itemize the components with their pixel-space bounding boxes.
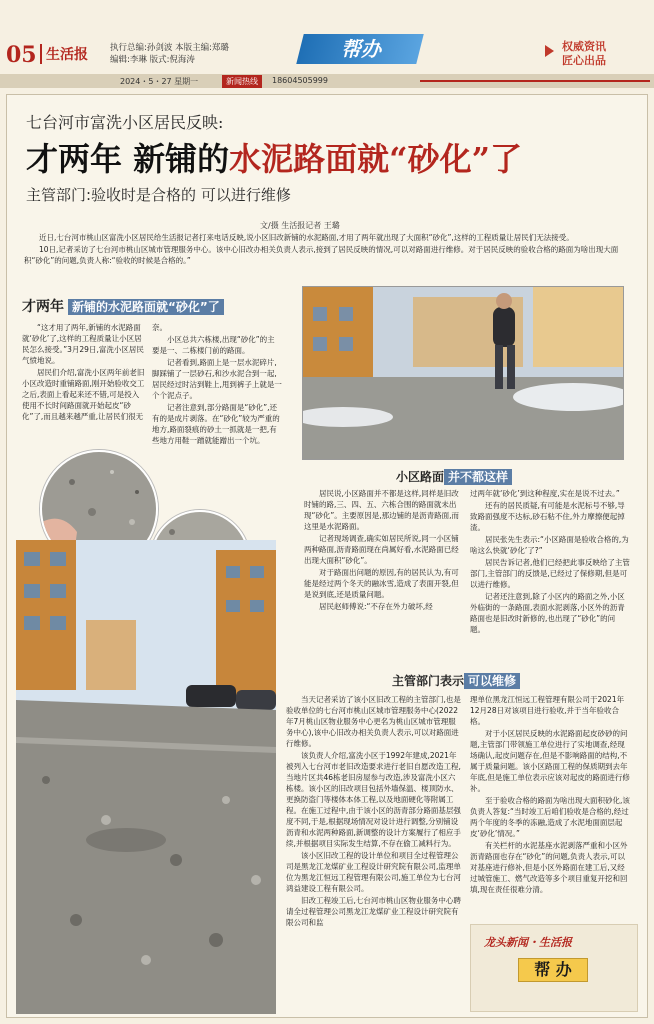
column-6	[470, 694, 632, 896]
paragraph: 旧改工程竣工后,七台河市桃山区物业服务中心聘请全过程管理公司黑龙江龙煤矿业工程设计研究院有限公司和监	[286, 896, 461, 927]
section-heading-2	[396, 468, 512, 485]
section-1-highlight: 新铺的水泥路面就“砂化”了	[68, 299, 224, 315]
column-4	[470, 488, 630, 636]
section-1-kicker: 才两年	[22, 299, 64, 315]
headline	[26, 134, 522, 180]
section-heading-3	[392, 672, 520, 689]
headline-red: 水泥路面就“砂化”了	[229, 140, 522, 178]
editors-line-1: 执行总编:孙剑波 本版主编:郑璐	[110, 43, 229, 53]
paragraph: 当天记者采访了该小区旧改工程的主管部门,也是验收单位的七台河市桃山区城市管理服务中心(2022年7月桃山区物业服务中心更名为桃山区城市管理服务中心),该中心旧改办相关负责人表示,可以对路面进行维修。	[286, 695, 461, 748]
paragraph: 记者现场调查,确实如居民所说,同一小区铺两种路面,沥青路面现在尚属好看,水泥路面已经出现大面积“砂化”。	[304, 534, 459, 565]
slogan	[562, 40, 606, 68]
paragraph: 小区总共六栋楼,出现“砂化”的主要是一、二栋楼门前的路面。	[152, 335, 275, 355]
byline: 文/摄 生活报记者 王璐	[260, 221, 340, 230]
lead-paragraph: 近日,七台河市桃山区富洗小区居民给生活报记者打来电话反映,说小区旧改新铺的水泥路面,才用了两年就出现了大面积“砂化”,这样的工程质量让居民们无法接受。	[39, 233, 574, 242]
paragraph: 记者还注意到,除了小区内的路面之外,小区外临街的一条路面,表面水泥剥落,小区外的沥青路面也是旧改时新修的,也出现了“砂化”的问题。	[470, 592, 625, 634]
arrow-right-icon	[545, 45, 554, 57]
lead-paragraphs	[24, 232, 632, 267]
page-number: 05	[6, 42, 37, 68]
section-2-kicker: 小区路面	[396, 470, 445, 484]
photo-road-image	[16, 540, 276, 1014]
header-rule	[420, 80, 650, 82]
paragraph: 记者注意到,部分路面是“砂化”,还有的是成片剥落。在“砂化”较为严重的地方,路面裂痕的砂土一抓就是一把,有些地方用鞋一蹭就能蹭出一个坑。	[152, 403, 280, 445]
paragraph: 居民张先生表示:“小区路面是验收合格的,为啥这么快就‘砂化’了?”	[470, 535, 629, 555]
subhead: 主管部门:验收时是合格的 可以进行维修	[26, 186, 291, 204]
slogan-line-1: 权威资讯	[562, 40, 606, 53]
footer-logo-title: 龙头新闻・生活报	[484, 936, 572, 949]
section-2-highlight: 并不都这样	[444, 469, 512, 485]
section-name: 帮办	[341, 37, 381, 61]
paragraph: 有关栏杆的水泥基座水泥剥落严重和小区外沥青路面也存在“砂化”的问题,负责人表示,可以对基座进行修补,但是小区外路面在建工后,又经过城管施工、燃气改造等多个项目重复开挖和回填,现在责任很难分清。	[470, 841, 628, 894]
photo-resident-image	[303, 287, 624, 460]
section-heading-1	[22, 296, 302, 316]
issue-date: 2024・5・27 星期一	[120, 77, 199, 86]
paragraph: 还有的居民质疑,有可能是水泥标号不够,导致路面强度不达标,砂石粘不住,外力摩擦便起掉渣。	[470, 501, 625, 532]
column-2	[152, 322, 282, 447]
paragraph: 该小区旧改工程的设计单位和项目全过程管理公司是黑龙江龙煤矿业工程设计研究院有限公司,监理单位为黑龙江恒远工程管理有限公司,施工单位为七台河鸿益建设工程有限公司。	[286, 851, 461, 893]
paragraph: 居民赵师傅说:“不存在外力破坏,经	[319, 602, 433, 611]
paragraph: 理单位黑龙江恒远工程管理有限公司于2021年12月28日对该项目进行验收,并于当年验收合格。	[470, 695, 625, 726]
column-5	[286, 694, 462, 929]
column-1	[22, 322, 146, 423]
photo-damaged-road	[16, 540, 276, 1014]
paragraph: 对于小区居民反映的水泥路面起皮砂砂的问题,主管部门带领施工单位进行了实地调查,经现场确认,起皮问题存在,但是不影响路面的结构,不属于质量问题。该小区路面工程的保质期到去年年底,但是施工单位表示应该对起皮的路面进行修补。	[470, 729, 630, 793]
article-kicker: 七台河市富洗小区居民反映:	[26, 113, 224, 132]
photo-resident-on-road	[302, 286, 624, 460]
slogan-line-2: 匠心出品	[562, 54, 606, 67]
editors-credit	[110, 42, 229, 66]
paragraph: 至于验收合格的路面为啥出现大面积砂化,该负责人答复:“当时竣工后咱们验收是合格的,经过两个年度的冬季的冻融,造成了水泥地面面层起皮‘砂化’情况。”	[470, 796, 630, 838]
hotline-label: 新闻热线	[222, 75, 262, 88]
paragraph: 该负责人介绍,富洗小区于1992年建成,2021年被列入七台河市老旧改造要求进行老旧自愿改造工程,当地片区共46栋老旧房屋参与改造,涉及富洗小区六栋楼。该小区的旧改项目包括外墙保温、楼顶防水、更换防盗门等楼体本体工程,以及地面硬化等附属工程。在施工过程中,由于该小区的沥青部分路面基层强度不同,于是,根据现场情况对设计进行调整,分别铺设沥青和水泥两种路面,新调整的设计方案履行了相应手续,并根据项目实际发生结算,不存在偷工减料行为。	[286, 751, 461, 848]
paragraph: 居民告诉记者,他们已经把此事反映给了主管部门,主管部门的反馈是,已经过了保修期,但是可以进行维修。	[470, 558, 630, 589]
editors-line-2: 编辑:李琳 版式:倪海涛	[110, 55, 195, 65]
lead-paragraph: 10日,记者采访了七台河市桃山区城市管理服务中心。该中心旧改办相关负责人表示,接到了居民反映的情况,可以对路面进行维修。对于居民反映的验收合格的路面为啥出现大面积“砂化”的问题,负责人称:“验收的时候是合格的。”	[24, 245, 619, 265]
paragraph: 过两年就‘砂化’到这种程度,实在是说不过去。”	[470, 489, 620, 498]
paragraph: “这才用了两年,新铺的水泥路面就‘砂化’了,这样的工程质量让小区居民怎么接受。”3月29日,富洗小区居民气愤地说。	[22, 323, 144, 365]
paragraph: 对于路面出问题的原因,有的居民认为,有可能是经过两个冬天的融冰雪,造成了表面开裂,但是说到底,还是质量问题。	[304, 568, 459, 599]
hotline-number: 18604505999	[272, 76, 328, 85]
paragraph: 记者看到,路面上是一层水泥碎片,脚踩铺了一层砂石,和沙水泥合到一起,居民经过时沾到鞋上,甩到裤子上就是一个个泥点子。	[152, 358, 282, 400]
column-3	[304, 488, 462, 613]
paragraph: 居民说,小区路面并不都是这样,同样是旧改时铺的路,三、四、五、六栋合围的路面就未出现“砂化”。主要原因是,那边铺的是沥青路面,而这里是水泥路面。	[304, 489, 460, 531]
paragraph: 居民们介绍,富洗小区两年前老旧小区改造时重铺路面,刚开始验收交工之后,表面上看起来还不错,可是投入使用不长时间路面就开始起皮“砂化”了,而且越来越严重,让居民们很无	[22, 368, 145, 421]
section-3-kicker: 主管部门表示	[392, 674, 465, 688]
footer-logo-badge: 帮 办	[518, 958, 588, 982]
section-3-highlight: 可以维修	[464, 673, 520, 689]
headline-black: 才两年 新铺的	[26, 140, 230, 178]
paper-name: 生活报	[40, 44, 88, 64]
paragraph: 奈。	[152, 323, 167, 332]
